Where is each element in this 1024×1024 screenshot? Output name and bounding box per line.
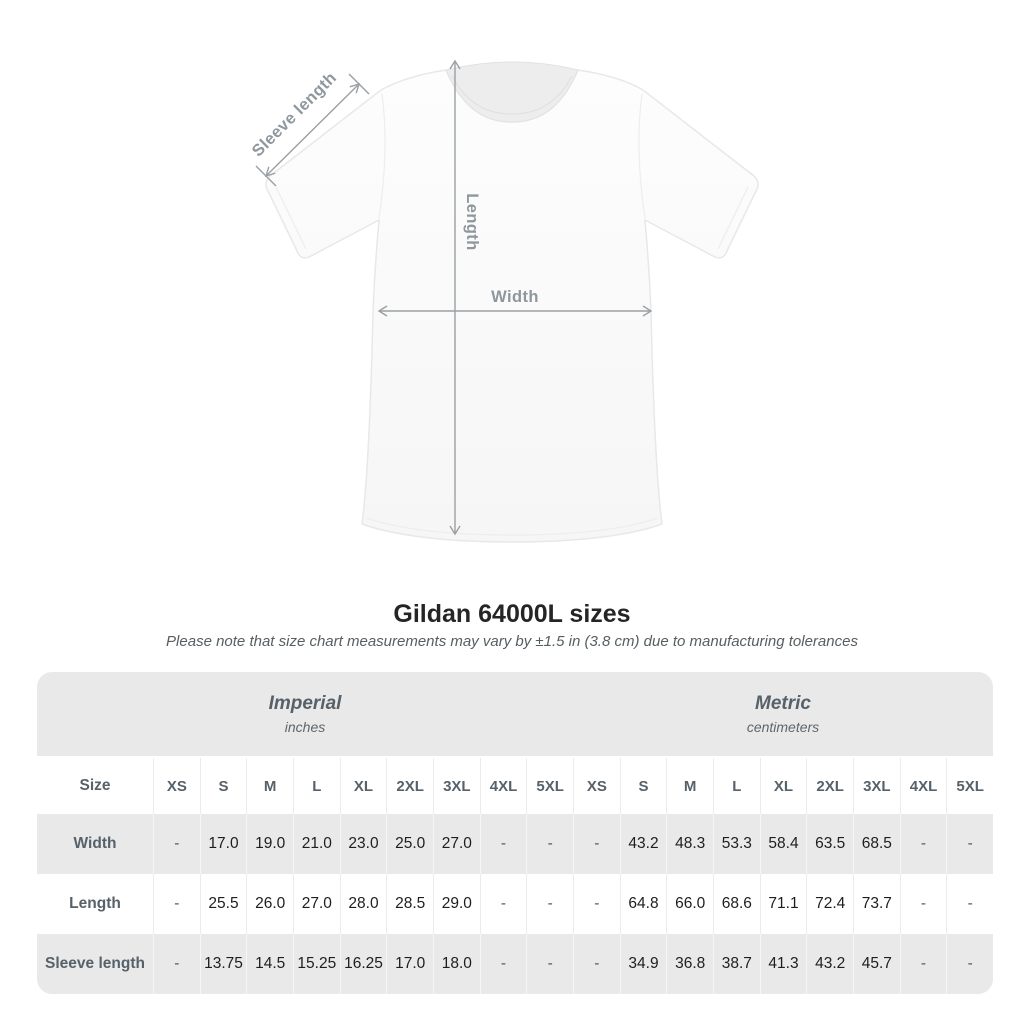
- measurement-cell: 71.1: [760, 874, 807, 934]
- measurement-cell: 34.9: [620, 934, 667, 994]
- measurement-cell: -: [526, 814, 573, 874]
- measurement-cell: 21.0: [293, 814, 340, 874]
- measurement-cell: -: [946, 874, 993, 934]
- measurement-cell: 14.5: [246, 934, 293, 994]
- measurement-cell: -: [900, 934, 947, 994]
- measurement-cell: 18.0: [433, 934, 480, 994]
- measurement-cell: 45.7: [853, 934, 900, 994]
- measurement-cell: 28.5: [386, 874, 433, 934]
- size-col-header: L: [293, 758, 340, 814]
- size-col-header: M: [246, 758, 293, 814]
- sleeve-length-label: Sleeve length: [248, 68, 341, 161]
- row-label: Length: [69, 895, 121, 912]
- measurement-cell: 36.8: [666, 934, 713, 994]
- measurement-cell: -: [480, 934, 527, 994]
- size-col-header: M: [666, 758, 713, 814]
- size-col-header: XL: [760, 758, 807, 814]
- measurement-cell: -: [153, 934, 200, 994]
- measurement-cell: 23.0: [340, 814, 387, 874]
- size-col-header: XS: [153, 758, 200, 814]
- size-header: Size: [79, 777, 111, 794]
- size-header-row: [37, 758, 993, 814]
- measurement-cell: 72.4: [806, 874, 853, 934]
- row-label: Sleeve length: [45, 955, 145, 972]
- size-col-header: XS: [573, 758, 620, 814]
- size-col-header: S: [620, 758, 667, 814]
- width-label: Width: [491, 288, 539, 306]
- measurement-cell: 48.3: [666, 814, 713, 874]
- measurement-cell: 68.5: [853, 814, 900, 874]
- measurement-cell: 19.0: [246, 814, 293, 874]
- measurement-cell: 28.0: [340, 874, 387, 934]
- measurement-cell: 13.75: [200, 934, 247, 994]
- measurement-cell: -: [900, 814, 947, 874]
- size-col-header: 4XL: [900, 758, 947, 814]
- measurement-cell: 25.0: [386, 814, 433, 874]
- measurement-cell: -: [480, 814, 527, 874]
- measurement-cell: 16.25: [340, 934, 387, 994]
- imperial-label: Imperial: [268, 693, 342, 714]
- measurement-cell: -: [526, 934, 573, 994]
- row-label: Width: [73, 835, 117, 852]
- imperial-sublabel: inches: [284, 719, 326, 735]
- measurement-cell: -: [153, 874, 200, 934]
- measurement-cell: -: [573, 874, 620, 934]
- measurement-cell: 43.2: [620, 814, 667, 874]
- measurement-cell: 43.2: [806, 934, 853, 994]
- measurement-cell: 64.8: [620, 874, 667, 934]
- measurement-cell: 73.7: [853, 874, 900, 934]
- size-col-header: L: [713, 758, 760, 814]
- tolerance-note: Please note that size chart measurements may vary by ±1.5 in (3.8 cm) due to manufacturing tolerances: [166, 633, 858, 650]
- measurement-cell: -: [573, 934, 620, 994]
- metric-sublabel: centimeters: [746, 719, 820, 735]
- length-label: Length: [463, 193, 481, 251]
- size-col-header: 4XL: [480, 758, 527, 814]
- measurement-cell: 68.6: [713, 874, 760, 934]
- size-chart-table: [37, 672, 993, 994]
- measurement-cell: 26.0: [246, 874, 293, 934]
- measurement-cell: 63.5: [806, 814, 853, 874]
- measurement-cell: 58.4: [760, 814, 807, 874]
- size-col-header: 3XL: [853, 758, 900, 814]
- size-col-header: 5XL: [946, 758, 993, 814]
- size-col-header: 2XL: [806, 758, 853, 814]
- measurement-cell: 29.0: [433, 874, 480, 934]
- metric-label: Metric: [755, 693, 811, 714]
- measurement-cell: -: [526, 874, 573, 934]
- table-row-length: [37, 874, 993, 934]
- table-row-sleeve-length: [37, 934, 993, 994]
- page-title: Gildan 64000L sizes: [393, 600, 631, 628]
- measurement-cell: 15.25: [293, 934, 340, 994]
- measurement-cell: 27.0: [293, 874, 340, 934]
- size-col-header: 2XL: [386, 758, 433, 814]
- measurement-cell: 17.0: [200, 814, 247, 874]
- measurement-cell: 25.5: [200, 874, 247, 934]
- measurement-cell: 38.7: [713, 934, 760, 994]
- unit-group-metric: [573, 672, 993, 756]
- measurement-cell: -: [480, 874, 527, 934]
- measurement-cell: 17.0: [386, 934, 433, 994]
- size-col-header: XL: [340, 758, 387, 814]
- measurement-cell: -: [946, 934, 993, 994]
- table-row-width: [37, 814, 993, 874]
- measurement-cell: 41.3: [760, 934, 807, 994]
- measurement-cell: -: [946, 814, 993, 874]
- measurement-cell: -: [900, 874, 947, 934]
- measurement-cell: -: [573, 814, 620, 874]
- measurement-cell: 66.0: [666, 874, 713, 934]
- size-col-header: 3XL: [433, 758, 480, 814]
- unit-band: [37, 672, 993, 756]
- size-col-header: 5XL: [526, 758, 573, 814]
- size-col-header: S: [200, 758, 247, 814]
- measurement-cell: 27.0: [433, 814, 480, 874]
- measurement-cell: -: [153, 814, 200, 874]
- unit-group-imperial: [37, 672, 573, 756]
- measurement-cell: 53.3: [713, 814, 760, 874]
